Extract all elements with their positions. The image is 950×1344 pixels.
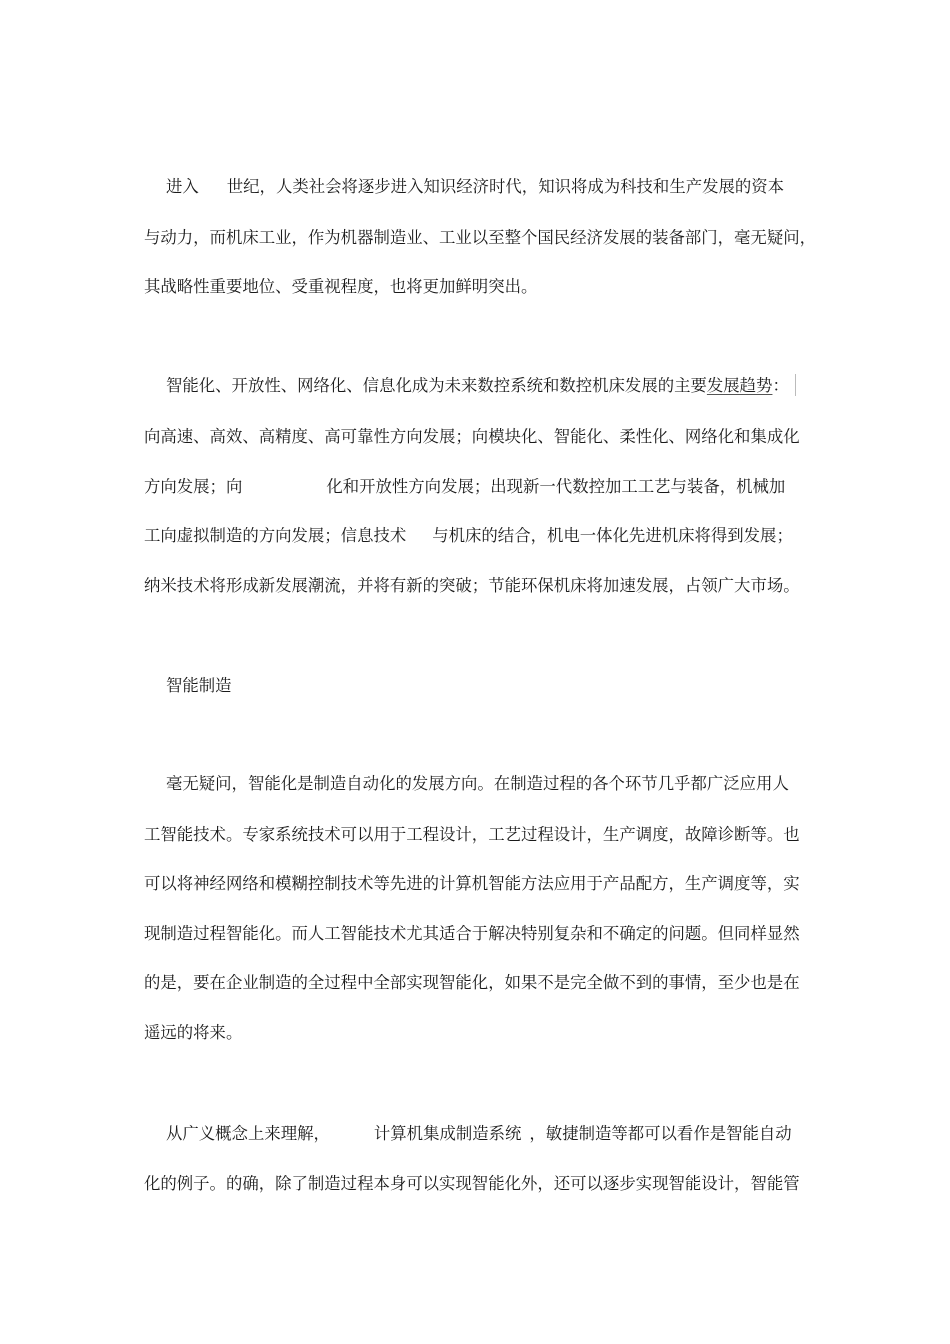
paragraph-3-line-1: 毫无疑问，智能化是制造自动化的发展方向。在制造过程的各个环节几乎都广泛应用人 (166, 774, 789, 793)
paragraph-2-line-2: 向高速、高效、高精度、高可靠性方向发展；向模块化、智能化、柔性化、网络化和集成化 (144, 427, 800, 446)
paragraph-3-line-6: 遥远的将来。 (144, 1023, 243, 1042)
paragraph-2-line-3 (144, 475, 812, 499)
paragraph-3-line-5: 的是，要在企业制造的全过程中全部实现智能化，如果不是完全做不到的事情，至少也是在 (144, 973, 800, 992)
text-span: ： (772, 376, 789, 395)
text-span: 世纪，人类社会将逐步进入知识经济时代，知识将成为科技和生产发展的资本 (226, 177, 785, 196)
paragraph-1-line-2: 与动力，而机床工业，作为机器制造业、工业以至整个国民经济发展的装备部门，毫无疑问， (144, 228, 817, 247)
text-cursor-mark (795, 374, 796, 396)
paragraph-3-line-3: 可以将神经网络和模糊控制技术等先进的计算机智能方法应用于产品配方，生产调度等，实 (144, 874, 800, 893)
text-span: 从广义概念上来理解， (166, 1124, 330, 1143)
paragraph-2-line-1 (166, 374, 812, 398)
paragraph-3-line-2: 工智能技术。专家系统技术可以用于工程设计，工艺过程设计，生产调度，故障诊断等。也 (144, 825, 800, 844)
text-span: 方向发展；向 (144, 477, 243, 496)
text-span: 计算机集成制造系统 (373, 1124, 522, 1143)
paragraph-1-line-3: 其战略性重要地位、受重视程度，也将更加鲜明突出。 (144, 277, 538, 296)
paragraph-3-line-4: 现制造过程智能化。而人工智能技术尤其适合于解决特别复杂和不确定的问题。但同样显然 (144, 924, 800, 943)
paragraph-4-line-2: 化的例子。的确，除了制造过程本身可以实现智能化外，还可以逐步实现智能设计，智能管 (144, 1174, 800, 1193)
paragraph-1-line-1 (166, 175, 812, 199)
text-span: 工向虚拟制造的方向发展；信息技术 (144, 526, 407, 545)
trend-link-text[interactable]: 发展趋势 (706, 376, 773, 395)
text-span: 化和开放性方向发展；出现新一代数控加工工艺与装备，机械加 (326, 477, 786, 496)
paragraph-2-line-5: 纳米技术将形成新发展潮流，并将有新的突破；节能环保机床将加速发展，占领广大市场。 (144, 576, 800, 595)
text-span: 智能化、开放性、网络化、信息化成为未来数控系统和数控机床发展的主要 (166, 376, 707, 395)
text-span: ，敏捷制造等都可以看作是智能自动 (529, 1124, 792, 1143)
section-heading: 智能制造 (166, 676, 232, 695)
text-span: 与机床的结合，机电一体化先进机床将得到发展； (432, 526, 793, 545)
paragraph-4-line-1 (166, 1122, 812, 1146)
text-span: 进入 (166, 177, 199, 196)
paragraph-2-line-4 (144, 524, 812, 548)
